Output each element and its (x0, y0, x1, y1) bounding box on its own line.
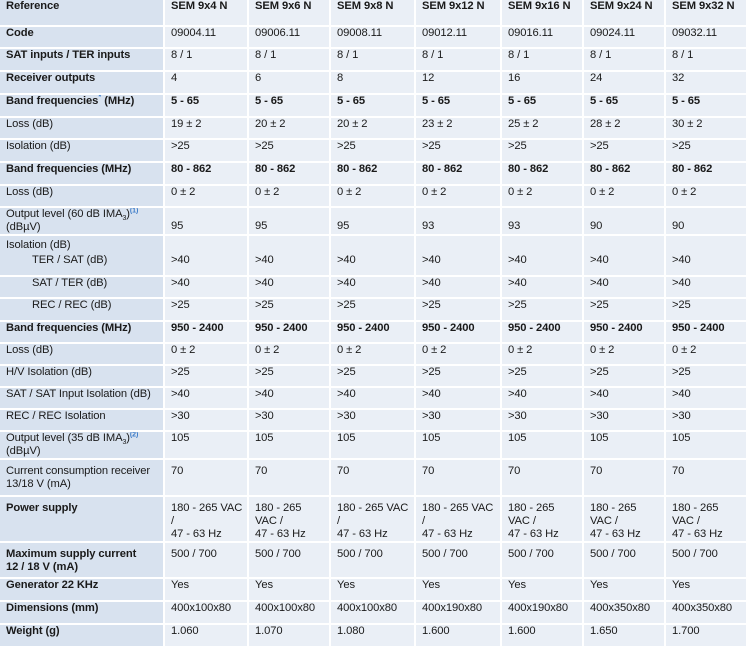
table-cell-band3-loss: 0 ± 2 (501, 343, 583, 365)
table-cell-receiver-outputs: 6 (248, 71, 330, 94)
table-cell-dimensions: 400x190x80 (501, 601, 583, 624)
table-row (0, 601, 746, 624)
table-cell-band3-output: 105 (330, 431, 415, 459)
table-cell-code: 09004.11 (164, 26, 248, 48)
table-row (0, 321, 746, 343)
table-cell-band3-output: 105 (415, 431, 501, 459)
table-cell-generator: Yes (330, 578, 415, 601)
table-cell-weight: 1.650 (583, 624, 665, 647)
table-cell-hv-isolation: >25 (583, 365, 665, 387)
cell-line2: 47 - 63 Hz (255, 528, 306, 540)
table-cell-band3: 950 - 2400 (665, 321, 746, 343)
table-cell-band1: 5 - 65 (665, 94, 746, 117)
row-label-band2: Band frequencies (MHz) (0, 162, 164, 185)
table-cell-hv-isolation: >25 (164, 365, 248, 387)
table-cell-hv-isolation: >25 (330, 365, 415, 387)
table-cell-ter-sat: >40 (501, 254, 583, 276)
table-cell-max-current: 500 / 700 (583, 542, 665, 578)
band1-label: Band frequencies (6, 95, 99, 107)
table-row (0, 459, 746, 496)
row-label-current-consumption (0, 459, 164, 496)
table-cell-sat-sat: >40 (415, 387, 501, 409)
current-label-line2: 13/18 V (mA) (6, 478, 71, 490)
table-cell-hv-isolation: >25 (501, 365, 583, 387)
table-cell-sat-inputs: 8 / 1 (501, 48, 583, 71)
cell-line1: 180 - 265 VAC / (337, 502, 409, 527)
cell-line1: 180 - 265 VAC / (508, 502, 555, 527)
row-label-hv-isolation: H/V Isolation (dB) (0, 365, 164, 387)
table-cell-dimensions: 400x190x80 (415, 601, 501, 624)
table-cell-rec-rec: >25 (248, 298, 330, 321)
table-cell-max-current: 500 / 700 (665, 542, 746, 578)
table-cell-band1: 5 - 65 (501, 94, 583, 117)
table-cell-band1: 5 - 65 (248, 94, 330, 117)
cell-line2: 47 - 63 Hz (337, 528, 388, 540)
table-cell-band3-loss: 0 ± 2 (665, 343, 746, 365)
row-label-sat-ter: SAT / TER (dB) (0, 276, 164, 298)
table-cell-rec-rec: >25 (501, 298, 583, 321)
row-label-ter-sat: TER / SAT (dB) (0, 254, 164, 276)
table-cell-rec-rec: >25 (164, 298, 248, 321)
table-cell-rec-rec-iso: >30 (583, 409, 665, 431)
cell-line1: 180 - 265 VAC / (590, 502, 637, 527)
table-cell-band3: 950 - 2400 (330, 321, 415, 343)
table-row (0, 578, 746, 601)
table-cell-dimensions: 400x100x80 (248, 601, 330, 624)
table-cell-band2-loss: 0 ± 2 (330, 185, 415, 207)
table-cell-generator: Yes (248, 578, 330, 601)
table-cell-band2-output: 95 (164, 207, 248, 235)
table-cell-max-current: 500 / 700 (164, 542, 248, 578)
table-row (0, 409, 746, 431)
row-label-band2-isolation: Isolation (dB) (0, 235, 164, 254)
table-cell-hv-isolation: >25 (665, 365, 746, 387)
table-cell-band3: 950 - 2400 (583, 321, 665, 343)
table-cell-band1-isolation: >25 (415, 139, 501, 162)
table-cell-rec-rec: >25 (583, 298, 665, 321)
table-cell-generator: Yes (164, 578, 248, 601)
table-row (0, 26, 746, 48)
max-current-label-line2: 12 / 18 V (mA) (6, 561, 78, 573)
row-label-dimensions: Dimensions (mm) (0, 601, 164, 624)
table-cell-power (415, 496, 501, 542)
table-cell-band2-output: 95 (248, 207, 330, 235)
table-cell-max-current: 500 / 700 (248, 542, 330, 578)
table-cell-rec-rec-iso: >30 (248, 409, 330, 431)
table-cell-max-current: 500 / 700 (330, 542, 415, 578)
table-cell-band1-loss: 20 ± 2 (248, 117, 330, 139)
header-model-6: SEM 9x24 N (583, 0, 665, 26)
table-cell-sat-sat: >40 (501, 387, 583, 409)
table-cell-generator: Yes (665, 578, 746, 601)
table-cell-receiver-outputs: 24 (583, 71, 665, 94)
table-row (0, 387, 746, 409)
table-cell-sat-inputs: 8 / 1 (583, 48, 665, 71)
table-cell-rec-rec-iso: >30 (415, 409, 501, 431)
cell-line2: 47 - 63 Hz (590, 528, 641, 540)
table-row (0, 542, 746, 578)
table-cell-code: 09024.11 (583, 26, 665, 48)
table-cell-band2: 80 - 862 (248, 162, 330, 185)
table-cell-current: 70 (164, 459, 248, 496)
table-cell-dimensions: 400x100x80 (164, 601, 248, 624)
row-label-generator: Generator 22 KHz (0, 578, 164, 601)
band3-output-label-b: ) (126, 432, 130, 444)
row-label-band3-loss: Loss (dB) (0, 343, 164, 365)
table-cell-band2-loss: 0 ± 2 (164, 185, 248, 207)
table-cell-receiver-outputs: 8 (330, 71, 415, 94)
band3-output-label-a: Output level (35 dB IMA (6, 432, 123, 444)
table-cell-sat-inputs: 8 / 1 (248, 48, 330, 71)
table-cell-band2-output: 90 (583, 207, 665, 235)
row-label-band2-loss: Loss (dB) (0, 185, 164, 207)
table-cell-dimensions: 400x100x80 (330, 601, 415, 624)
row-label-band3-output (0, 431, 164, 459)
table-cell-band1-isolation: >25 (665, 139, 746, 162)
table-cell-band1-loss: 30 ± 2 (665, 117, 746, 139)
table-cell-receiver-outputs: 32 (665, 71, 746, 94)
table-cell-ter-sat: >40 (665, 254, 746, 276)
table-cell-band3: 950 - 2400 (248, 321, 330, 343)
table-cell-band2-loss: 0 ± 2 (248, 185, 330, 207)
table-cell-dimensions: 400x350x80 (583, 601, 665, 624)
table-cell-rec-rec: >25 (665, 298, 746, 321)
cell-line2: 47 - 63 Hz (508, 528, 559, 540)
current-label-line1: Current consumption receiver (6, 465, 150, 477)
table-cell-sat-sat: >40 (248, 387, 330, 409)
table-cell-band3: 950 - 2400 (501, 321, 583, 343)
band1-footnote-marker: * (98, 94, 102, 102)
table-cell-band1: 5 - 65 (164, 94, 248, 117)
table-cell-power (665, 496, 746, 542)
table-cell-band3-output: 105 (164, 431, 248, 459)
header-model-5: SEM 9x16 N (501, 0, 583, 26)
empty-cell (665, 235, 746, 254)
table-cell-band3-loss: 0 ± 2 (164, 343, 248, 365)
table-cell-band1: 5 - 65 (415, 94, 501, 117)
table-cell-power (501, 496, 583, 542)
table-cell-band3-output: 105 (665, 431, 746, 459)
band2-output-subscript: 3 (122, 215, 127, 223)
table-row (0, 71, 746, 94)
table-row (0, 139, 746, 162)
table-row (0, 117, 746, 139)
table-cell-ter-sat: >40 (164, 254, 248, 276)
table-cell-sat-ter: >40 (583, 276, 665, 298)
row-label-band3: Band frequencies (MHz) (0, 321, 164, 343)
table-cell-ter-sat: >40 (330, 254, 415, 276)
row-label-power-supply: Power supply (0, 496, 164, 542)
table-cell-power (583, 496, 665, 542)
table-cell-band1-loss: 23 ± 2 (415, 117, 501, 139)
table-cell-generator: Yes (501, 578, 583, 601)
table-cell-band2-output: 90 (665, 207, 746, 235)
table-cell-band1-loss: 19 ± 2 (164, 117, 248, 139)
table-row (0, 94, 746, 117)
table-cell-current: 70 (415, 459, 501, 496)
table-row (0, 235, 746, 254)
empty-cell (164, 235, 248, 254)
band3-output-label-c: (dBµV) (6, 445, 41, 457)
table-cell-weight: 1.600 (415, 624, 501, 647)
header-reference: Reference (0, 0, 164, 26)
table-cell-band1-loss: 20 ± 2 (330, 117, 415, 139)
table-cell-hv-isolation: >25 (248, 365, 330, 387)
table-cell-code: 09012.11 (415, 26, 501, 48)
table-cell-band1: 5 - 65 (330, 94, 415, 117)
table-cell-hv-isolation: >25 (415, 365, 501, 387)
row-label-code: Code (0, 26, 164, 48)
row-label-band1 (0, 94, 164, 117)
table-cell-band1-isolation: >25 (501, 139, 583, 162)
table-row (0, 496, 746, 542)
cell-line1: 180 - 265 VAC / (255, 502, 302, 527)
table-cell-rec-rec-iso: >30 (665, 409, 746, 431)
table-cell-power (330, 496, 415, 542)
table-cell-band3-loss: 0 ± 2 (583, 343, 665, 365)
band2-output-label-a: Output level (60 dB IMA (6, 208, 123, 220)
table-cell-sat-sat: >40 (583, 387, 665, 409)
table-row (0, 343, 746, 365)
table-cell-rec-rec-iso: >30 (501, 409, 583, 431)
table-cell-band1-loss: 28 ± 2 (583, 117, 665, 139)
table-cell-band2-loss: 0 ± 2 (415, 185, 501, 207)
band1-unit: (MHz) (101, 95, 135, 107)
row-label-receiver-outputs: Receiver outputs (0, 71, 164, 94)
header-model-2: SEM 9x6 N (248, 0, 330, 26)
table-cell-receiver-outputs: 16 (501, 71, 583, 94)
row-label-max-supply-current (0, 542, 164, 578)
table-cell-sat-inputs: 8 / 1 (164, 48, 248, 71)
table-cell-band3-output: 105 (248, 431, 330, 459)
cell-line1: 180 - 265 VAC / (422, 502, 494, 527)
empty-cell (583, 235, 665, 254)
cell-line1: 180 - 265 VAC / (672, 502, 719, 527)
cell-line2: 47 - 63 Hz (422, 528, 473, 540)
table-cell-code: 09006.11 (248, 26, 330, 48)
row-label-band2-output (0, 207, 164, 235)
empty-cell (248, 235, 330, 254)
cell-line2: 47 - 63 Hz (672, 528, 723, 540)
table-cell-sat-inputs: 8 / 1 (665, 48, 746, 71)
table-cell-rec-rec-iso: >30 (164, 409, 248, 431)
table-cell-band2: 80 - 862 (501, 162, 583, 185)
table-cell-current: 70 (248, 459, 330, 496)
row-label-sat-sat: SAT / SAT Input Isolation (dB) (0, 387, 164, 409)
table-cell-sat-ter: >40 (248, 276, 330, 298)
header-model-3: SEM 9x8 N (330, 0, 415, 26)
table-cell-power (248, 496, 330, 542)
table-cell-generator: Yes (415, 578, 501, 601)
table-cell-current: 70 (583, 459, 665, 496)
header-model-1: SEM 9x4 N (164, 0, 248, 26)
table-cell-weight: 1.080 (330, 624, 415, 647)
table-cell-band3: 950 - 2400 (415, 321, 501, 343)
table-cell-band3-loss: 0 ± 2 (415, 343, 501, 365)
table-cell-band2: 80 - 862 (164, 162, 248, 185)
band3-output-subscript: 3 (122, 439, 127, 447)
table-cell-band2-loss: 0 ± 2 (501, 185, 583, 207)
table-cell-sat-sat: >40 (330, 387, 415, 409)
table-cell-band1-isolation: >25 (330, 139, 415, 162)
row-label-weight: Weight (g) (0, 624, 164, 647)
table-cell-band2: 80 - 862 (415, 162, 501, 185)
table-cell-band1: 5 - 65 (583, 94, 665, 117)
table-cell-sat-sat: >40 (164, 387, 248, 409)
table-cell-band1-isolation: >25 (164, 139, 248, 162)
table-cell-band2-output: 95 (330, 207, 415, 235)
header-model-7: SEM 9x32 N (665, 0, 746, 26)
table-cell-rec-rec-iso: >30 (330, 409, 415, 431)
band2-output-label-b: ) (126, 208, 130, 220)
table-cell-max-current: 500 / 700 (415, 542, 501, 578)
row-label-rec-rec: REC / REC (dB) (0, 298, 164, 321)
table-cell-band2-loss: 0 ± 2 (583, 185, 665, 207)
table-cell-current: 70 (501, 459, 583, 496)
table-cell-band2-output: 93 (501, 207, 583, 235)
empty-cell (330, 235, 415, 254)
table-row (0, 48, 746, 71)
table-cell-band2-loss: 0 ± 2 (665, 185, 746, 207)
table-cell-ter-sat: >40 (248, 254, 330, 276)
table-cell-code: 09032.11 (665, 26, 746, 48)
cell-line1: 180 - 265 VAC / (171, 502, 243, 527)
table-cell-band2: 80 - 862 (330, 162, 415, 185)
table-row (0, 276, 746, 298)
table-cell-current: 70 (330, 459, 415, 496)
table-cell-weight: 1.060 (164, 624, 248, 647)
table-cell-receiver-outputs: 12 (415, 71, 501, 94)
table-cell-sat-sat: >40 (665, 387, 746, 409)
table-cell-max-current: 500 / 700 (501, 542, 583, 578)
table-cell-sat-ter: >40 (330, 276, 415, 298)
table-cell-sat-ter: >40 (501, 276, 583, 298)
table-cell-weight: 1.070 (248, 624, 330, 647)
table-cell-receiver-outputs: 4 (164, 71, 248, 94)
table-cell-band1-isolation: >25 (248, 139, 330, 162)
table-cell-generator: Yes (583, 578, 665, 601)
table-row (0, 365, 746, 387)
band2-output-label-c: (dBµV) (6, 221, 41, 233)
cell-line2: 47 - 63 Hz (171, 528, 222, 540)
header-row (0, 0, 746, 26)
table-row (0, 431, 746, 459)
table-cell-sat-ter: >40 (665, 276, 746, 298)
table-cell-band3: 950 - 2400 (164, 321, 248, 343)
table-row (0, 298, 746, 321)
table-row (0, 207, 746, 235)
table-cell-band2: 80 - 862 (583, 162, 665, 185)
table-cell-band1-isolation: >25 (583, 139, 665, 162)
table-cell-weight: 1.600 (501, 624, 583, 647)
table-cell-code: 09008.11 (330, 26, 415, 48)
empty-cell (415, 235, 501, 254)
table-cell-band3-loss: 0 ± 2 (330, 343, 415, 365)
table-cell-sat-inputs: 8 / 1 (330, 48, 415, 71)
band2-output-footnote: (1) (129, 207, 139, 215)
table-cell-band1-loss: 25 ± 2 (501, 117, 583, 139)
max-current-label-line1: Maximum supply current (6, 548, 137, 560)
table-cell-code: 09016.11 (501, 26, 583, 48)
row-label-band1-isolation: Isolation (dB) (0, 139, 164, 162)
header-model-4: SEM 9x12 N (415, 0, 501, 26)
row-label-band1-loss: Loss (dB) (0, 117, 164, 139)
table-cell-band3-output: 105 (501, 431, 583, 459)
row-label-rec-rec-isolation: REC / REC Isolation (0, 409, 164, 431)
table-cell-ter-sat: >40 (583, 254, 665, 276)
table-row (0, 185, 746, 207)
table-cell-sat-ter: >40 (415, 276, 501, 298)
table-cell-dimensions: 400x350x80 (665, 601, 746, 624)
table-row (0, 624, 746, 647)
table-row (0, 162, 746, 185)
table-cell-band3-output: 105 (583, 431, 665, 459)
table-cell-rec-rec: >25 (415, 298, 501, 321)
empty-cell (501, 235, 583, 254)
table-row (0, 254, 746, 276)
table-cell-band2: 80 - 862 (665, 162, 746, 185)
table-cell-band2-output: 93 (415, 207, 501, 235)
band3-output-footnote: (2) (129, 431, 139, 439)
table-cell-power (164, 496, 248, 542)
table-cell-weight: 1.700 (665, 624, 746, 647)
table-cell-band3-loss: 0 ± 2 (248, 343, 330, 365)
table-cell-sat-inputs: 8 / 1 (415, 48, 501, 71)
row-label-sat-inputs: SAT inputs / TER inputs (0, 48, 164, 71)
table-cell-sat-ter: >40 (164, 276, 248, 298)
table-cell-rec-rec: >25 (330, 298, 415, 321)
table-cell-ter-sat: >40 (415, 254, 501, 276)
table-cell-current: 70 (665, 459, 746, 496)
